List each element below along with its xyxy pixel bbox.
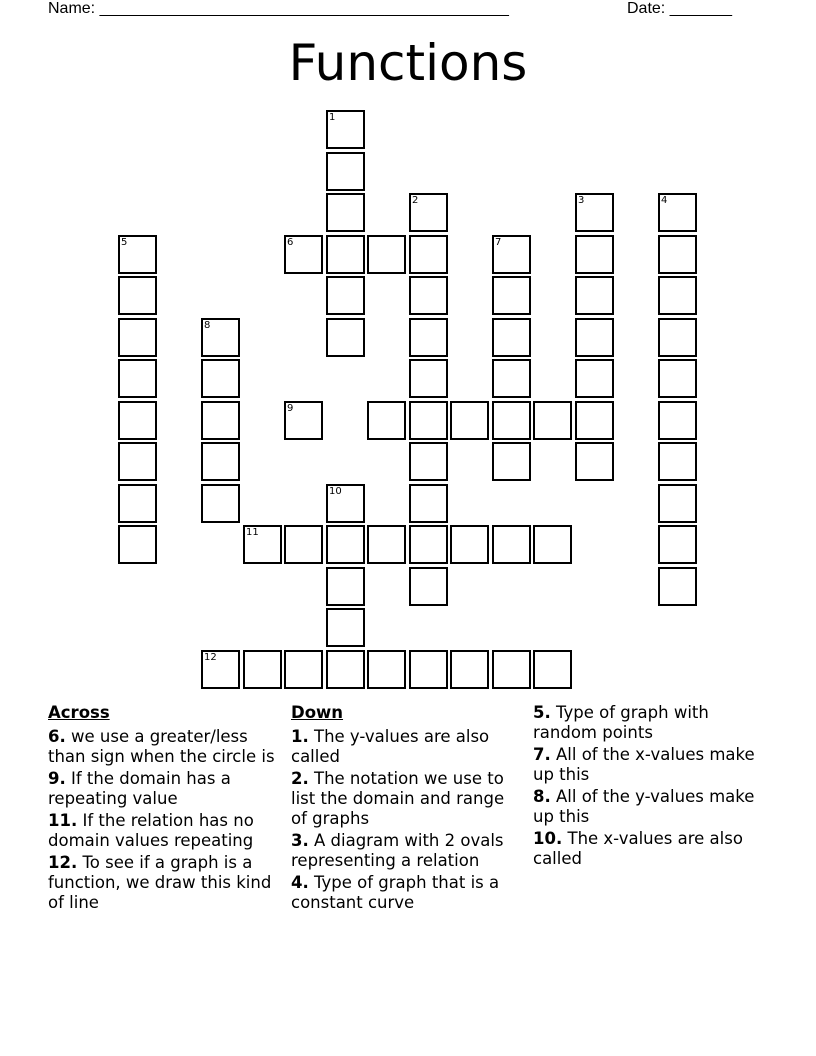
clue-item bbox=[533, 829, 765, 869]
crossword-cell[interactable] bbox=[284, 650, 323, 689]
crossword-cell[interactable] bbox=[326, 235, 365, 274]
crossword-cell[interactable] bbox=[284, 401, 323, 440]
crossword-cell[interactable] bbox=[492, 442, 531, 481]
crossword-cell[interactable] bbox=[409, 484, 448, 523]
crossword-cell[interactable] bbox=[201, 650, 240, 689]
cell-number: 5 bbox=[121, 237, 128, 248]
crossword-cell[interactable] bbox=[450, 401, 489, 440]
crossword-cell[interactable] bbox=[326, 484, 365, 523]
crossword-cell[interactable] bbox=[409, 276, 448, 315]
crossword-cell[interactable] bbox=[409, 567, 448, 606]
crossword-cell[interactable] bbox=[326, 318, 365, 357]
crossword-cell[interactable] bbox=[118, 442, 157, 481]
crossword-cell[interactable] bbox=[118, 276, 157, 315]
crossword-cell[interactable] bbox=[409, 318, 448, 357]
crossword-cell[interactable] bbox=[326, 567, 365, 606]
crossword-cell[interactable] bbox=[492, 650, 531, 689]
clue-text: The notation we use to list the domain and range of graphs bbox=[291, 769, 505, 828]
crossword-cell[interactable] bbox=[367, 650, 406, 689]
page-title: Functions bbox=[288, 34, 528, 92]
clue-item bbox=[291, 873, 523, 913]
crossword-cell[interactable] bbox=[575, 401, 614, 440]
clue-text: A diagram with 2 ovals representing a relation bbox=[291, 831, 504, 870]
down-clues-continued bbox=[533, 703, 765, 871]
crossword-cell[interactable] bbox=[492, 359, 531, 398]
crossword-cell[interactable] bbox=[201, 359, 240, 398]
crossword-cell[interactable] bbox=[658, 525, 697, 564]
clue-text: Type of graph with random points bbox=[533, 703, 709, 742]
crossword-cell[interactable] bbox=[326, 152, 365, 191]
crossword-cell[interactable] bbox=[492, 401, 531, 440]
clue-text: If the domain has a repeating value bbox=[48, 769, 231, 808]
clue-number: 10. bbox=[533, 829, 563, 848]
crossword-cell[interactable] bbox=[243, 525, 282, 564]
clue-number: 11. bbox=[48, 811, 78, 830]
clue-item bbox=[533, 703, 765, 743]
across-clue-list bbox=[48, 727, 280, 913]
crossword-cell[interactable] bbox=[658, 401, 697, 440]
crossword-cell[interactable] bbox=[658, 193, 697, 232]
crossword-cell[interactable] bbox=[118, 359, 157, 398]
crossword-cell[interactable] bbox=[118, 484, 157, 523]
date-field[interactable]: Date: _______ bbox=[627, 0, 732, 17]
crossword-cell[interactable] bbox=[409, 193, 448, 232]
clue-number: 7. bbox=[533, 745, 551, 764]
crossword-cell[interactable] bbox=[533, 401, 572, 440]
crossword-cell[interactable] bbox=[284, 525, 323, 564]
crossword-cell[interactable] bbox=[492, 276, 531, 315]
crossword-cell[interactable] bbox=[118, 235, 157, 274]
crossword-cell[interactable] bbox=[326, 650, 365, 689]
down-clues bbox=[291, 703, 523, 915]
crossword-cell[interactable] bbox=[658, 484, 697, 523]
clue-text: Type of graph that is a constant curve bbox=[291, 873, 500, 912]
cell-number: 3 bbox=[578, 195, 585, 206]
crossword-cell[interactable] bbox=[367, 525, 406, 564]
down-clue-list-continued bbox=[533, 703, 765, 869]
clue-number: 12. bbox=[48, 853, 78, 872]
clue-number: 5. bbox=[533, 703, 551, 722]
clue-number: 9. bbox=[48, 769, 66, 788]
clue-number: 4. bbox=[291, 873, 309, 892]
crossword-cell[interactable] bbox=[201, 484, 240, 523]
clue-item bbox=[533, 745, 765, 785]
crossword-cell[interactable] bbox=[326, 525, 365, 564]
crossword-cell[interactable] bbox=[450, 525, 489, 564]
crossword-cell[interactable] bbox=[201, 401, 240, 440]
crossword-cell[interactable] bbox=[533, 650, 572, 689]
crossword-cell[interactable] bbox=[409, 359, 448, 398]
clue-number: 1. bbox=[291, 727, 309, 746]
clue-item bbox=[48, 853, 280, 913]
crossword-cell[interactable] bbox=[118, 318, 157, 357]
crossword-cell[interactable] bbox=[658, 359, 697, 398]
crossword-cell[interactable] bbox=[658, 567, 697, 606]
clue-item bbox=[48, 811, 280, 851]
clue-item bbox=[291, 727, 523, 767]
clue-text: The y-values are also called bbox=[291, 727, 490, 766]
crossword-cell[interactable] bbox=[284, 235, 323, 274]
crossword-cell[interactable] bbox=[326, 110, 365, 149]
crossword-cell[interactable] bbox=[575, 235, 614, 274]
crossword-cell[interactable] bbox=[450, 650, 489, 689]
down-heading: Down bbox=[291, 703, 344, 722]
clue-text: The x-values are also called bbox=[533, 829, 743, 868]
crossword-cell[interactable] bbox=[326, 276, 365, 315]
name-field[interactable]: Name: ______________________________________________ bbox=[48, 0, 509, 17]
crossword-cell[interactable] bbox=[492, 235, 531, 274]
clue-item bbox=[291, 831, 523, 871]
clue-number: 2. bbox=[291, 769, 309, 788]
clue-text: If the relation has no domain values repeating bbox=[48, 811, 254, 850]
crossword-cell[interactable] bbox=[326, 608, 365, 647]
crossword-cell[interactable] bbox=[118, 525, 157, 564]
crossword-cell[interactable] bbox=[575, 276, 614, 315]
across-clues bbox=[48, 703, 280, 915]
clue-text: we use a greater/less than sign when the circle is bbox=[48, 727, 275, 766]
crossword-cell[interactable] bbox=[367, 401, 406, 440]
crossword-cell[interactable] bbox=[409, 525, 448, 564]
cell-number: 8 bbox=[204, 320, 211, 331]
crossword-cell[interactable] bbox=[201, 442, 240, 481]
crossword-cell[interactable] bbox=[201, 318, 240, 357]
across-heading: Across bbox=[48, 703, 110, 722]
clue-item bbox=[48, 727, 280, 767]
clue-number: 8. bbox=[533, 787, 551, 806]
cell-number: 7 bbox=[495, 237, 502, 248]
cell-number: 2 bbox=[412, 195, 419, 206]
crossword-cell[interactable] bbox=[326, 193, 365, 232]
cell-number: 10 bbox=[329, 486, 342, 497]
crossword-cell[interactable] bbox=[658, 318, 697, 357]
crossword-cell[interactable] bbox=[575, 193, 614, 232]
clue-item bbox=[291, 769, 523, 829]
crossword-cell[interactable] bbox=[658, 276, 697, 315]
crossword-cell[interactable] bbox=[409, 401, 448, 440]
crossword-cell[interactable] bbox=[243, 650, 282, 689]
crossword-cell[interactable] bbox=[492, 525, 531, 564]
crossword-cell[interactable] bbox=[533, 525, 572, 564]
cell-number: 6 bbox=[287, 237, 294, 248]
crossword-cell[interactable] bbox=[658, 442, 697, 481]
crossword-cell[interactable] bbox=[118, 401, 157, 440]
crossword-cell[interactable] bbox=[367, 235, 406, 274]
cell-number: 1 bbox=[329, 112, 336, 123]
crossword-cell[interactable] bbox=[409, 235, 448, 274]
clue-text: To see if a graph is a function, we draw this kind of line bbox=[48, 853, 272, 912]
cell-number: 9 bbox=[287, 403, 294, 414]
clue-text: All of the x-values make up this bbox=[533, 745, 755, 784]
cell-number: 4 bbox=[661, 195, 668, 206]
clue-text: All of the y-values make up this bbox=[533, 787, 755, 826]
crossword-cell[interactable] bbox=[575, 359, 614, 398]
down-clue-list bbox=[291, 727, 523, 913]
crossword-cell[interactable] bbox=[492, 318, 531, 357]
crossword-cell[interactable] bbox=[409, 442, 448, 481]
clue-item bbox=[48, 769, 280, 809]
crossword-cell[interactable] bbox=[409, 650, 448, 689]
crossword-cell[interactable] bbox=[575, 442, 614, 481]
cell-number: 12 bbox=[204, 652, 217, 663]
clue-number: 3. bbox=[291, 831, 309, 850]
crossword-cell[interactable] bbox=[575, 318, 614, 357]
clue-item bbox=[533, 787, 765, 827]
crossword-cell[interactable] bbox=[658, 235, 697, 274]
clue-number: 6. bbox=[48, 727, 66, 746]
cell-number: 11 bbox=[246, 527, 259, 538]
